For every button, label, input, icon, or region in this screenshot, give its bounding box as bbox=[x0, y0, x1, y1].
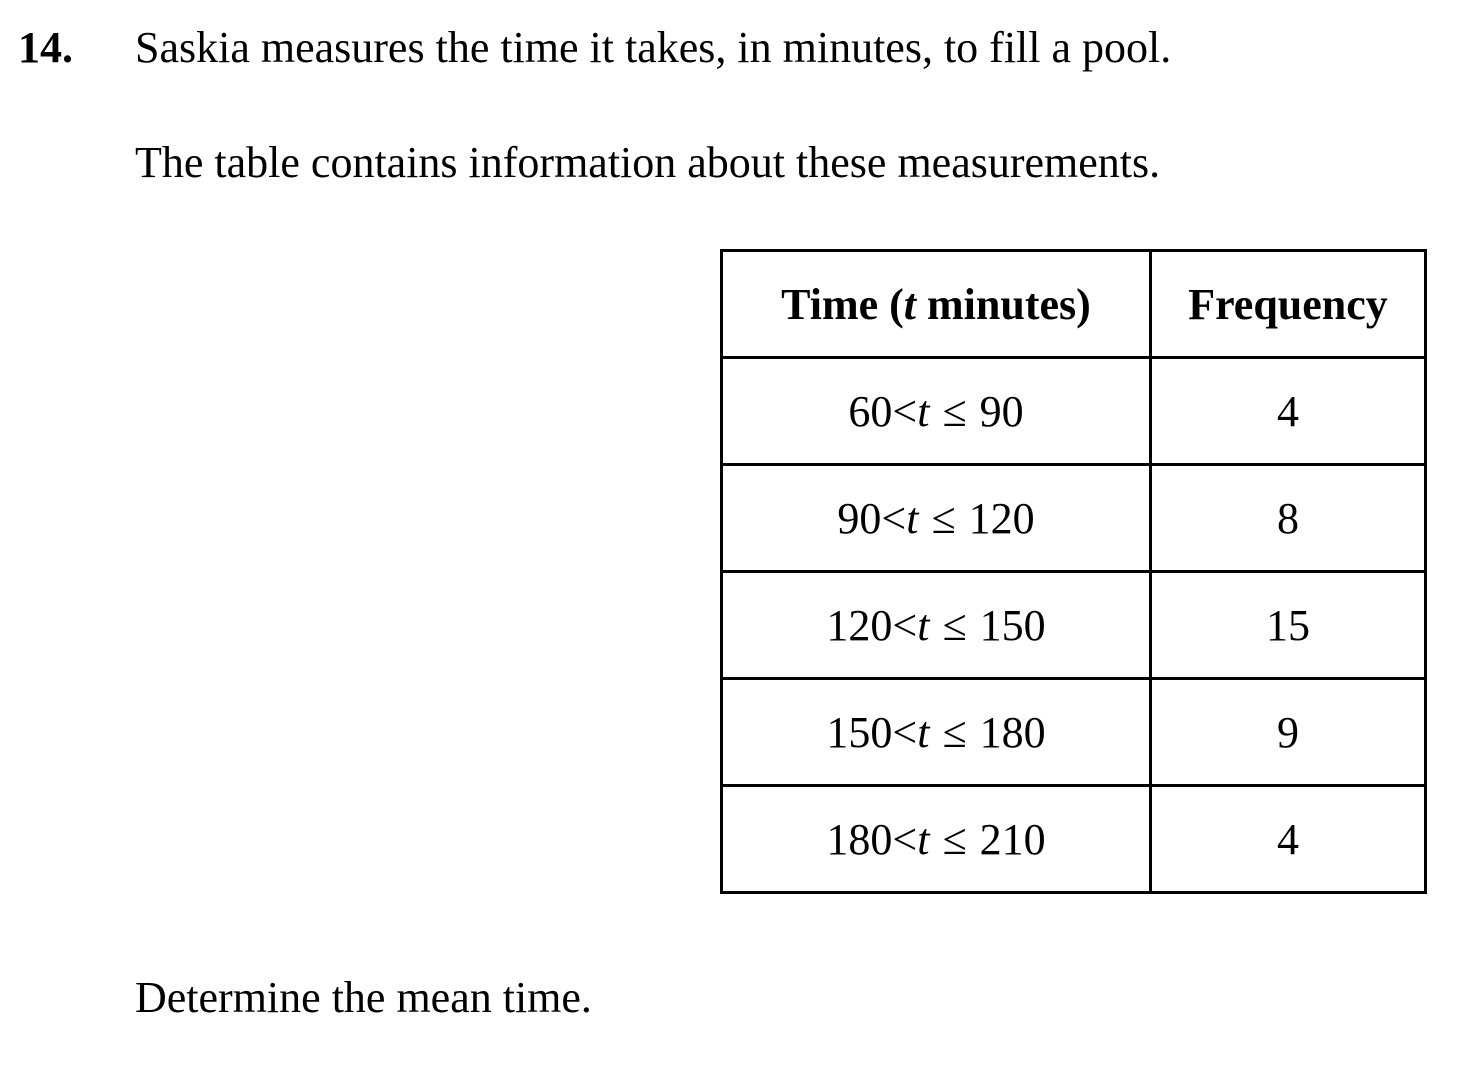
frequency-cell: 15 bbox=[1151, 572, 1426, 679]
interval-upper: 150 bbox=[979, 600, 1046, 650]
interval-lower: 150 bbox=[826, 707, 893, 757]
header-frequency: Frequency bbox=[1151, 251, 1426, 358]
interval-lower: 120 bbox=[826, 600, 893, 650]
interval-variable: t bbox=[917, 707, 930, 757]
interval-upper: 90 bbox=[979, 386, 1024, 436]
question-number: 14. bbox=[18, 23, 73, 72]
interval-variable: t bbox=[917, 600, 930, 650]
time-interval-cell bbox=[722, 572, 1151, 679]
question-prompt: Determine the mean time. bbox=[135, 973, 592, 1022]
less-than-symbol: < bbox=[892, 707, 918, 757]
frequency-cell: 4 bbox=[1151, 786, 1426, 893]
header-time-pre: Time ( bbox=[781, 279, 904, 329]
time-interval-cell bbox=[722, 358, 1151, 465]
interval-lower: 60 bbox=[848, 386, 893, 436]
table-header-row bbox=[722, 251, 1426, 358]
table-row bbox=[722, 786, 1426, 893]
table-row bbox=[722, 358, 1426, 465]
frequency-cell: 4 bbox=[1151, 358, 1426, 465]
interval-lower: 180 bbox=[826, 814, 893, 864]
header-time bbox=[722, 251, 1151, 358]
interval-upper: 180 bbox=[979, 707, 1046, 757]
header-time-post: minutes) bbox=[916, 279, 1091, 329]
interval-upper: 210 bbox=[979, 814, 1046, 864]
table-row bbox=[722, 465, 1426, 572]
table-row bbox=[722, 572, 1426, 679]
less-equal-symbol: ≤ bbox=[942, 386, 967, 436]
frequency-cell: 8 bbox=[1151, 465, 1426, 572]
table-row bbox=[722, 679, 1426, 786]
time-interval-cell bbox=[722, 786, 1151, 893]
less-equal-symbol: ≤ bbox=[942, 707, 967, 757]
question-text-line-2: The table contains information about these measurements. bbox=[135, 138, 1161, 187]
interval-variable: t bbox=[906, 493, 919, 543]
interval-variable: t bbox=[917, 814, 930, 864]
less-equal-symbol: ≤ bbox=[931, 493, 956, 543]
time-interval-cell bbox=[722, 679, 1151, 786]
less-equal-symbol: ≤ bbox=[942, 814, 967, 864]
time-interval-cell bbox=[722, 465, 1151, 572]
less-equal-symbol: ≤ bbox=[942, 600, 967, 650]
less-than-symbol: < bbox=[881, 493, 907, 543]
less-than-symbol: < bbox=[892, 814, 918, 864]
interval-lower: 90 bbox=[837, 493, 882, 543]
header-time-variable: t bbox=[903, 279, 917, 329]
frequency-cell: 9 bbox=[1151, 679, 1426, 786]
frequency-table bbox=[720, 249, 1427, 894]
question-text-line-1: Saskia measures the time it takes, in minutes, to fill a pool. bbox=[135, 23, 1172, 72]
less-than-symbol: < bbox=[892, 600, 918, 650]
interval-variable: t bbox=[917, 386, 930, 436]
interval-upper: 120 bbox=[968, 493, 1035, 543]
less-than-symbol: < bbox=[892, 386, 918, 436]
